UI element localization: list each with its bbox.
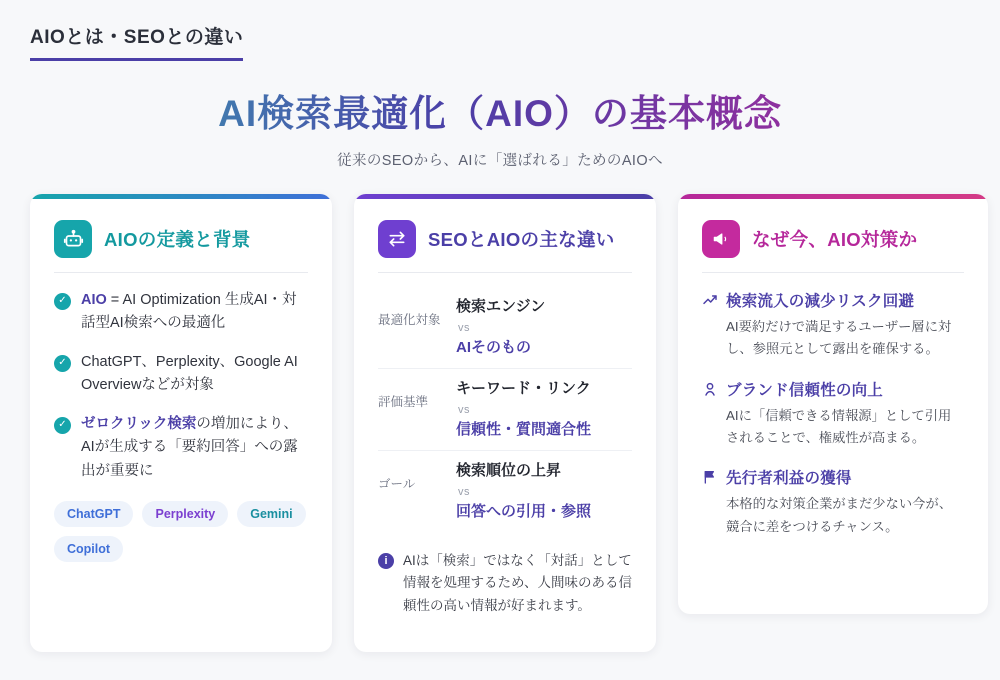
row-vs: vs — [458, 321, 470, 334]
list-item — [702, 466, 964, 538]
table-row — [378, 368, 632, 450]
list-item — [54, 289, 308, 336]
row-label: 評価基準 — [378, 395, 429, 409]
bullet-rest: = AI Optimization 生成AI・対話型AI検索への最適化 — [81, 292, 297, 332]
bullet-text — [81, 413, 308, 483]
tag-copilot: Copilot — [54, 536, 123, 562]
row-body — [456, 296, 632, 359]
row-aio-value: 信頼性・質問適合性 — [456, 420, 592, 438]
reason-list — [702, 289, 964, 538]
reason-header — [702, 466, 964, 488]
card-title: SEOとAIOの主な違い — [428, 229, 615, 250]
info-note-text: AIは「検索」ではなく「対話」として情報を処理するため、人間味のある信頼性の高い情報が好まれます。 — [403, 553, 632, 613]
table-row — [378, 450, 632, 532]
reason-text: AIに「信頼できる情報源」として引用されることで、権威性が高まる。 — [726, 407, 952, 445]
cards-row — [30, 194, 970, 652]
card-seo-vs-aio — [354, 194, 656, 652]
row-label: ゴール — [378, 477, 416, 491]
list-item — [702, 289, 964, 361]
card-aio-definition — [30, 194, 332, 652]
row-vs: vs — [458, 485, 470, 498]
card-header — [54, 220, 308, 273]
list-item — [54, 413, 308, 483]
check-icon: ✓ — [54, 293, 71, 310]
tag-list — [54, 501, 308, 562]
page-title: AI検索最適化（AIO）の基本概念 — [30, 83, 970, 137]
table-row — [378, 287, 632, 368]
row-seo-value: 検索エンジン — [456, 298, 546, 315]
robot-icon — [54, 220, 92, 258]
reason-header — [702, 289, 964, 311]
card-why-now — [678, 194, 988, 614]
row-seo-value: キーワード・リンク — [456, 380, 591, 397]
bullet-text: ChatGPT、Perplexity、Google AI Overviewなどが対象 — [81, 353, 298, 394]
bullet-highlight: AIO — [81, 292, 107, 308]
megaphone-icon — [702, 220, 740, 258]
row-label: 最適化対象 — [378, 313, 441, 327]
card-header — [702, 220, 964, 273]
list-item — [54, 351, 308, 398]
reason-text: 本格的な対策企業がまだ少ない今が、競合に差をつけるチャンス。 — [726, 496, 953, 534]
reason-title: 先行者利益の獲得 — [726, 470, 852, 488]
card-title: AIOの定義と背景 — [104, 229, 251, 250]
reason-header — [702, 378, 964, 400]
title-block — [30, 83, 970, 170]
row-body — [456, 460, 632, 523]
card-header — [378, 220, 632, 273]
check-icon: ✓ — [54, 355, 71, 372]
tag-perplexity: Perplexity — [142, 501, 228, 527]
page-kicker: AIOとは・SEOとの違い — [30, 22, 243, 61]
reason-title: 検索流入の減少リスク回避 — [726, 293, 915, 310]
bullet-highlight: ゼロクリック検索 — [81, 415, 197, 432]
row-seo-value: 検索順位の上昇 — [456, 462, 562, 479]
flag-icon — [702, 469, 718, 485]
person-badge-icon — [702, 381, 718, 397]
bullet-rest: の増加により、AIが生成する「要約回答」への露出が重要に — [81, 415, 298, 479]
chart-line-icon — [702, 292, 718, 308]
info-note — [378, 550, 632, 617]
row-aio-value: 回答への引用・参照 — [456, 502, 592, 520]
check-icon: ✓ — [54, 417, 71, 434]
definition-bullet-list — [54, 289, 308, 483]
list-item — [702, 378, 964, 450]
tag-gemini: Gemini — [237, 501, 305, 527]
info-icon: i — [378, 553, 394, 569]
bullet-text — [81, 289, 308, 336]
row-body — [456, 378, 632, 441]
reason-text: AI要約だけで満足するユーザー層に対し、参照元として露出を確保する。 — [726, 319, 952, 357]
row-vs: vs — [458, 403, 470, 416]
reason-title: ブランド信頼性の向上 — [726, 381, 884, 399]
tag-chatgpt: ChatGPT — [54, 501, 133, 527]
comparison-table — [378, 287, 632, 532]
card-title: なぜ今、AIO対策か — [752, 229, 918, 250]
compare-arrows-icon — [378, 220, 416, 258]
row-aio-value: AIそのもの — [456, 338, 532, 356]
page-subtitle: 従来のSEOから、AIに「選ばれる」ためのAIOへ — [337, 153, 663, 169]
